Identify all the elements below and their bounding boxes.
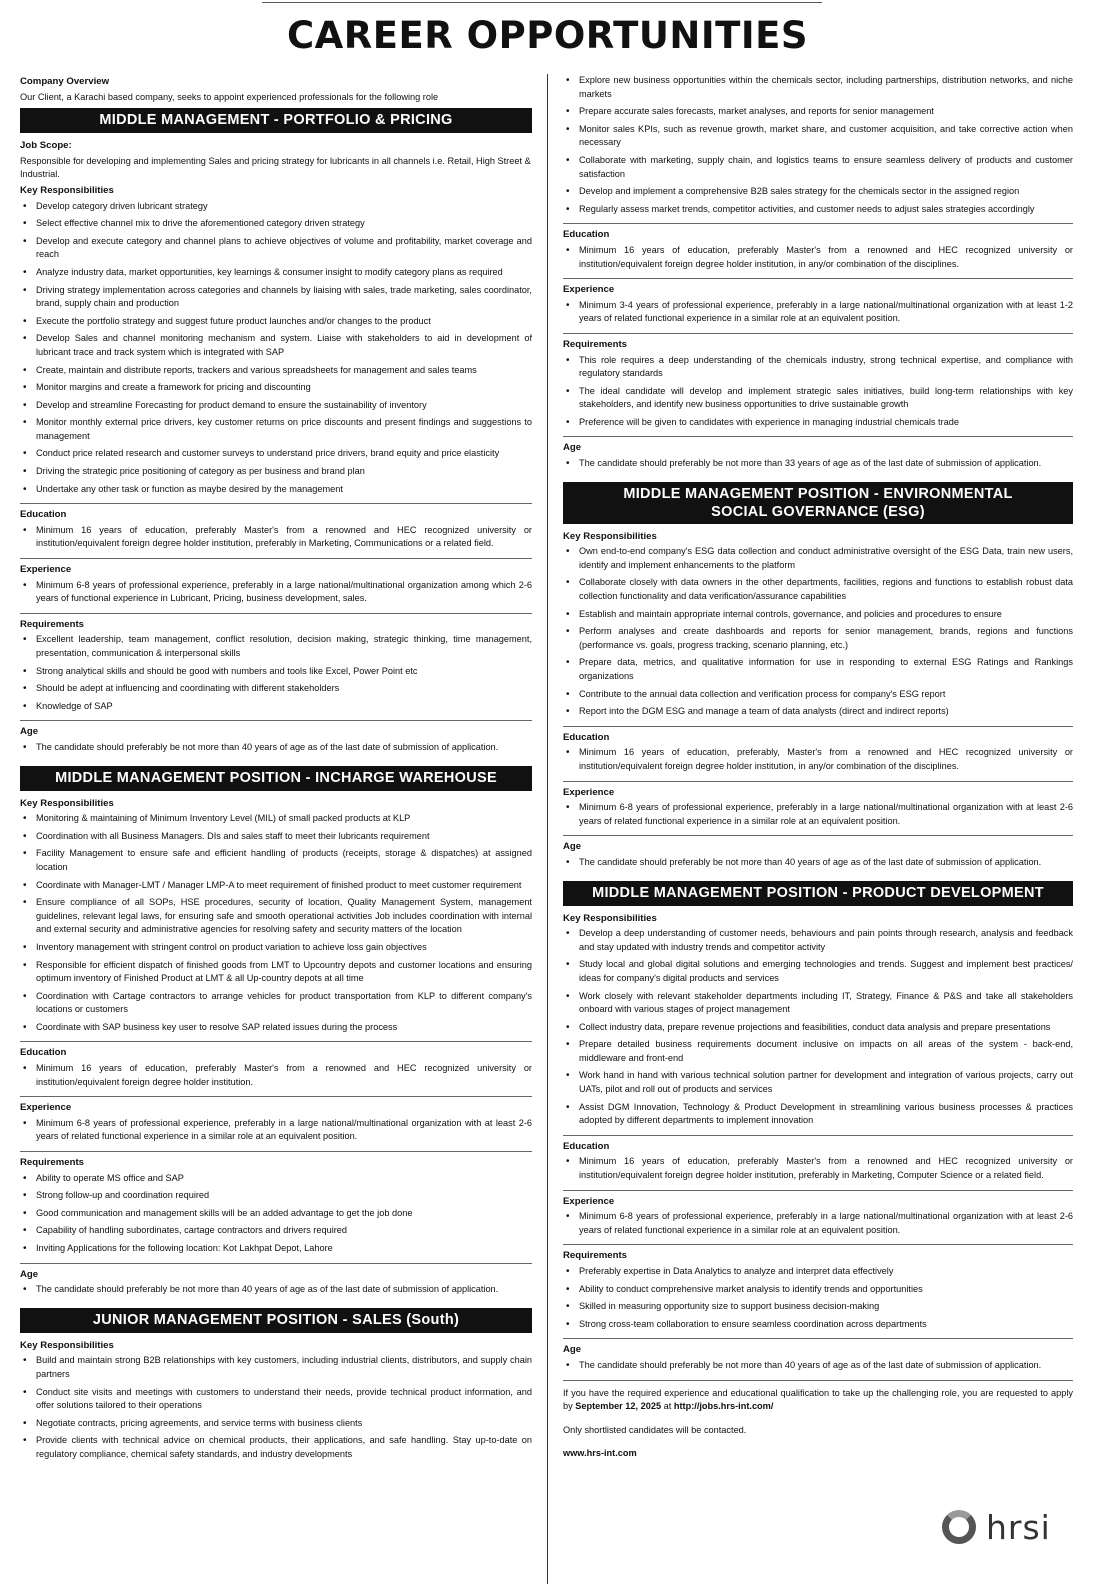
bullet-item: • Skilled in measuring opportunity size to support business decision-making [563,1300,1073,1314]
sales-experience-section [563,283,1073,334]
product-requirements-section [563,1249,1073,1339]
company-overview-heading: Company Overview [20,76,110,87]
section-heading: Key Responsibilities [20,1339,114,1351]
bullet-item: • Perform analyses and create dashboards and reports for senior management, brands, regions and functions (performance vs. goals, progress tracking, scenario planning, etc.) [563,625,1073,652]
bullet-list [563,801,1073,828]
bullet-item: • Negotiate contracts, pricing agreements, and service terms with business clients [20,1417,532,1431]
bullet-item: • Develop and implement a comprehensive B2B sales strategy for the chemicals sector in the assigned region [563,185,1073,199]
bullet-item: • Build and maintain strong B2B relationships with key customers, including industrial clients, distributors, and supply chain partners [20,1354,532,1381]
bullet-item: • Minimum 16 years of education, preferably Master's from a renowned and HEC recognized university or institution/equivalent foreign degree holder institution. [20,1062,532,1089]
bullet-item: • Minimum 6-8 years of professional experience, preferably in a large national/multinational organization among which 2-6 years of functional experience in Lubricant, Pricing, business development, sales. [20,579,532,606]
bullet-list [563,354,1073,430]
shortlist-note: Only shortlisted candidates will be contacted. [563,1424,747,1435]
section-heading: Education [563,229,610,241]
bullet-item: • Establish and maintain appropriate internal controls, governance, and policies and procedures to ensure [563,608,1073,622]
incharge-warehouse-title: MIDDLE MANAGEMENT POSITION - INCHARGE WAREHOUSE [20,766,532,791]
section-heading: Age [563,1344,582,1356]
section-heading: Experience [563,284,615,296]
bullet-item: • Strong follow-up and coordination required [20,1189,532,1203]
section-heading: Requirements [20,1157,84,1169]
bullet-list [563,1359,1073,1373]
section-heading: Age [563,841,582,853]
apply-text-mid: at [661,1401,674,1412]
bullet-list [563,1210,1073,1237]
section-heading: Experience [563,1195,615,1207]
warehouse-requirements-section [20,1156,532,1264]
bullet-item: • Preferably expertise in Data Analytics to analyze and interpret data effectively [563,1265,1073,1279]
bullet-item: • This role requires a deep understanding of the chemicals industry, strong technical expertise, and compliance with regulatory standards [563,354,1073,381]
sales-kr-section [20,1339,532,1469]
bullet-item: • Responsible for efficient dispatch of finished goods from LMT to Upcountry depots and customer locations and ensuring optimum inventory of Finished Product at LMT & all Up-country depots at all time [20,959,532,986]
bullet-item: • Provide clients with technical advice on chemical products, their applications, and safe handling. Stay up-to-date on regulatory compliance, chemical safety standards, and industry developments [20,1434,532,1461]
bullet-item: • The candidate should preferably be not more than 33 years of age as of the last date of submission of application. [563,457,1073,471]
bullet-list [563,746,1073,773]
bullet-item: • Execute the portfolio strategy and suggest future product launches and/or changes to the product [20,315,532,329]
job-scope-heading: Job Scope: [20,140,72,152]
section-heading: Key Responsibilities [20,797,114,809]
bullet-list [20,812,532,1034]
section-heading: Requirements [563,338,627,350]
portfolio-age-section [20,725,532,761]
esg-age-section [563,840,1073,876]
warehouse-experience-section [20,1101,532,1152]
bullet-item: • Regularly assess market trends, competitor activities, and customer needs to adjust sales strategies accordingly [563,203,1073,217]
warehouse-education-section [20,1046,532,1097]
apply-text-pre: If you have the required experience and educational qualification to take up the challenging role, you are requested to apply by [563,1387,1073,1412]
bullet-item: • Facility Management to ensure safe and efficient handling of products (receipts, storage & dispatches) at assigned location [20,847,532,874]
column-divider [547,74,548,1584]
sales-education-section [563,228,1073,279]
bullet-item: • Develop and execute category and channel plans to achieve objectives of volume and profitability, market coverage and reach [20,235,532,262]
bullet-item: • Capability of handling subordinates, cartage contractors and drivers required [20,1224,532,1238]
bullet-item: • Monitor sales KPIs, such as revenue growth, market share, and customer acquisition, and take corrective action when necessary [563,123,1073,150]
apply-deadline: September 12, 2025 [575,1401,662,1412]
bullet-list [20,200,532,497]
bullet-list [563,244,1073,271]
section-heading: Experience [563,786,615,798]
bullet-item: • Coordination with all Business Managers. DIs and sales staff to meet their lubricants requirement [20,830,532,844]
bullet-item: • Collect industry data, prepare revenue projections and feasibilities, conduct data analysis and prepare presentations [563,1021,1073,1035]
portfolio-kr-section [20,184,532,504]
warehouse-age-section [20,1268,532,1304]
section-heading: Experience [20,1102,72,1114]
bullet-item: • Ability to conduct comprehensive market analysis to identify trends and opportunities [563,1283,1073,1297]
apply-instructions [563,1387,1073,1414]
section-heading: Education [20,509,67,521]
bullet-list [563,74,1073,216]
section-heading: Age [20,1268,39,1280]
bullet-item: • Ability to operate MS office and SAP [20,1172,532,1186]
bullet-item: • Should be adept at influencing and coordinating with different stakeholders [20,682,532,696]
bullet-item: • Work closely with relevant stakeholder departments including IT, Strategy, Finance & P&S and take all stakeholders onboard with various stages of project management [563,990,1073,1017]
section-heading: Key Responsibilities [563,530,657,542]
bullet-item: • Monitoring & maintaining of Minimum Inventory Level (MIL) of small packed products at KLP [20,812,532,826]
bullet-item: • The candidate should preferably be not more than 40 years of age as of the last date of submission of application. [563,1359,1073,1373]
bullet-item: • The ideal candidate will develop and implement strategic sales initiatives, build long-term relationships with key stakeholders, and identify new business opportunities to drive sustainable growth [563,385,1073,412]
bullet-item: • Work hand in hand with various technical solution partner for development and integration of various projects, carry out UATs, pilot and roll out of products and services [563,1069,1073,1096]
website-link[interactable]: www.hrs-int.com [563,1448,637,1459]
sales-age-section [563,441,1073,477]
section-heading: Experience [20,564,72,576]
bullet-item: • Develop and streamline Forecasting for product demand to ensure the sustainability of inventory [20,399,532,413]
product-education-section [563,1140,1073,1191]
page-title: CAREER OPPORTUNITIES [286,14,809,57]
bullet-list [20,524,532,551]
left-column [20,74,532,1473]
bullet-item: • Minimum 6-8 years of professional experience, preferably in a large national/multinational organization with at least 2-6 years of related functional experience in a similar role at an equivalent position. [20,1117,532,1144]
bullet-item: • Inviting Applications for the following location: Kot Lakhpat Depot, Lahore [20,1242,532,1256]
bullet-item: • Ensure compliance of all SOPs, HSE procedures, security of location, Quality Management System, management guidelines, relevant legal laws, for ensuring safe and smooth operational activities Job includes coordination with internal and external security and administrative agencies for resolving safety and security matters of the location [20,896,532,937]
bullet-item: • Prepare accurate sales forecasts, market analyses, and reports for senior management [563,105,1073,119]
portfolio-requirements-section [20,618,532,722]
bullet-list [20,633,532,713]
bullet-item: • Collaborate closely with data owners in the other departments, facilities, regions and functions to establish robust data collection functionality and data verification/assurance capabilities [563,576,1073,603]
esg-title-line1: MIDDLE MANAGEMENT POSITION - ENVIRONMENTAL [623,485,1013,502]
portfolio-experience-section [20,563,532,614]
section-heading: Key Responsibilities [563,912,657,924]
product-development-title: MIDDLE MANAGEMENT POSITION - PRODUCT DEVELOPMENT [563,881,1073,906]
section-heading: Requirements [563,1250,627,1262]
top-rule [262,0,822,3]
bullet-item: • The candidate should preferably be not more than 40 years of age as of the last date of submission of application. [20,741,532,755]
bullet-item: • Good communication and management skills will be an added advantage to get the job done [20,1207,532,1221]
bullet-list [20,1062,532,1089]
bullet-item: • Develop Sales and channel monitoring mechanism and system. Liaise with stakeholders to aid in development of lubricant trace and track system which is integrated with SAP [20,332,532,359]
esg-kr-section [563,530,1073,727]
bullet-item: • Develop category driven lubricant strategy [20,200,532,214]
sales-south-title: JUNIOR MANAGEMENT POSITION - SALES (South) [20,1308,532,1333]
section-heading: Age [563,442,582,454]
esg-education-section [563,731,1073,782]
bullet-item: • Study local and global digital solutions and emerging technologies and trends. Suggest and implement best practices/ ideas for company's digital products and services [563,958,1073,985]
bullet-list [20,579,532,606]
bullet-list [563,1265,1073,1331]
bullet-item: • Report into the DGM ESG and manage a team of data analysts (direct and indirect reports) [563,705,1073,719]
section-heading: Key Responsibilities [20,184,114,196]
bullet-item: • Excellent leadership, team management, conflict resolution, decision making, strategic thinking, time management, presentation, communication & interpersonal skills [20,633,532,660]
bullet-item: • Driving strategy implementation across categories and channels by liaising with sales, trade marketing, sales coordinator, brand, supply chain and production [20,284,532,311]
section-heading: Requirements [20,618,84,630]
bullet-item: • Assist DGM Innovation, Technology & Product Development in streamlining various business processes & practices adopted by different departments to implement innovation [563,1101,1073,1128]
bullet-item: • Monitor margins and create a framework for pricing and discounting [20,381,532,395]
logo-wordmark: hrsi [986,1508,1051,1547]
bullet-item: • Coordinate with SAP business key user to resolve SAP related issues during the process [20,1021,532,1035]
bullet-item: • Analyze industry data, market opportunities, key learnings & consumer insight to modify category plans as required [20,266,532,280]
bullet-list [20,741,532,755]
bullet-item: • Strong cross-team collaboration to ensure seamless coordination across departments [563,1318,1073,1332]
bullet-item: • The candidate should preferably be not more than 40 years of age as of the last date of submission of application. [20,1283,532,1297]
bullet-item: • Monitor monthly external price drivers, key customer returns on price discounts and present findings and suggestions to management [20,416,532,443]
product-age-section [563,1343,1073,1380]
bullet-item: • Explore new business opportunities within the chemicals sector, including partnerships, distribution networks, and niche markets [563,74,1073,101]
bullet-item: • Minimum 16 years of education, preferably Master's from a renowned and HEC recognized university or institution/equivalent foreign degree holder institution, preferably in Marketing, Communications or a related field. [20,524,532,551]
bullet-item: • Own end-to-end company's ESG data collection and conduct administrative oversight of the ESG Data, train new users, identify and implement enhancements to the platform [563,545,1073,572]
bullet-item: • Minimum 16 years of education, preferably Master's from a renowned and HEC recognized university or institution/equivalent foreign degree holder institution, in any/or combination of the disciplines. [563,244,1073,271]
bullet-item: • Preference will be given to candidates with experience in managing industrial chemicals trade [563,416,1073,430]
bullet-item: • Knowledge of SAP [20,700,532,714]
bullet-list [20,1172,532,1256]
section-heading: Education [563,731,610,743]
bullet-item: • Coordination with Cartage contractors to arrange vehicles for product transportation from KLP to different company's locations or customers [20,990,532,1017]
portfolio-education-section [20,508,532,559]
section-heading: Education [563,1140,610,1152]
bullet-list [563,856,1073,870]
esg-title [563,482,1073,524]
bullet-list [563,299,1073,326]
bullet-item: • Minimum 3-4 years of professional experience, preferably in a large national/multinational organization with at least 1-2 years of related functional experience in a similar role at an equivalent position. [563,299,1073,326]
bullet-list [20,1354,532,1461]
bullet-item: • Minimum 16 years of education, preferably Master's from a renowned and HEC recognized university or institution/equivalent foreign degree holder institution, preferably in Marketing, Computer Science or a related field. [563,1155,1073,1182]
bullet-item: • Undertake any other task or function as maybe desired by the management [20,483,532,497]
section-heading: Education [20,1047,67,1059]
sales-requirements-section [563,338,1073,438]
bullet-item: • Contribute to the annual data collection and verification process for company's ESG report [563,688,1073,702]
section-heading: Age [20,726,39,738]
bullet-item: • Minimum 6-8 years of professional experience, preferably in a large national/multinational organization with at least 2-6 years of related functional experience in a similar role at an equivalent position. [563,801,1073,828]
apply-url-link[interactable]: http://jobs.hrs-int.com/ [673,1401,774,1412]
bullet-item: • Conduct price related research and customer surveys to understand price drivers, brand equity and price elasticity [20,447,532,461]
product-experience-section [563,1195,1073,1246]
right-column [563,74,1073,1461]
esg-experience-section [563,786,1073,837]
bullet-item: • Coordinate with Manager-LMT / Manager LMP-A to meet requirement of finished product to meet customer requirement [20,879,532,893]
portfolio-pricing-title: MIDDLE MANAGEMENT - PORTFOLIO & PRICING [20,108,532,133]
logo-ring-icon [942,1510,976,1544]
esg-title-line2: SOCIAL GOVERNANCE (ESG) [711,503,925,520]
bullet-list [563,545,1073,719]
bullet-item: • Inventory management with stringent control on product variation to achieve loss gain objectives [20,941,532,955]
bullet-item: • Select effective channel mix to drive the aforementioned category driven strategy [20,217,532,231]
bullet-list [563,457,1073,471]
bullet-item: • Strong analytical skills and should be good with numbers and tools like Excel, Power Point etc [20,665,532,679]
bullet-item: • Conduct site visits and meetings with customers to understand their needs, provide technical product information, and offer solutions tailored to their operations [20,1386,532,1413]
bullet-item: • Driving the strategic price positioning of category as per business and brand plan [20,465,532,479]
bullet-item: • Collaborate with marketing, supply chain, and logistics teams to ensure seamless delivery of products and customer satisfaction [563,154,1073,181]
warehouse-kr-section [20,797,532,1043]
bullet-item: • Minimum 6-8 years of professional experience, preferably in a large national/multinational organization with at least 2-6 years of related functional experience in a similar role at an equivalent position. [563,1210,1073,1237]
bullet-list [563,927,1073,1128]
bullet-item: • Create, maintain and distribute reports, trackers and various spreadsheets for management and sales teams [20,364,532,378]
product-kr-section [563,912,1073,1136]
sales-kr-continued-section [563,74,1073,224]
bullet-list [20,1117,532,1144]
bullet-list [20,1283,532,1297]
job-scope-text: Responsible for developing and implementing Sales and pricing strategy for lubricants in all channels i.e. Retail, High Street & Industrial. [20,155,531,180]
hrsi-logo [942,1508,1077,1560]
bullet-item: • The candidate should preferably be not more than 40 years of age as of the last date of submission of application. [563,856,1073,870]
bullet-item: • Prepare detailed business requirements document inclusive on impacts on all areas of the system - back-end, middleware and front-end [563,1038,1073,1065]
bullet-item: • Prepare data, metrics, and qualitative information for use in responding to external ESG Ratings and Rankings organizations [563,656,1073,683]
bullet-item: • Minimum 16 years of education, preferably, Master's from a renowned and HEC recognized university or institution/equivalent foreign degree holder institution, in any/or combination of the disciplines. [563,746,1073,773]
bullet-item: • Develop a deep understanding of customer needs, behaviours and pain points through research, analysis and feedback and stay updated with industry trends and competitor activity [563,927,1073,954]
bullet-list [563,1155,1073,1182]
company-overview-text: Our Client, a Karachi based company, seeks to appoint experienced professionals for the following role [20,91,439,102]
